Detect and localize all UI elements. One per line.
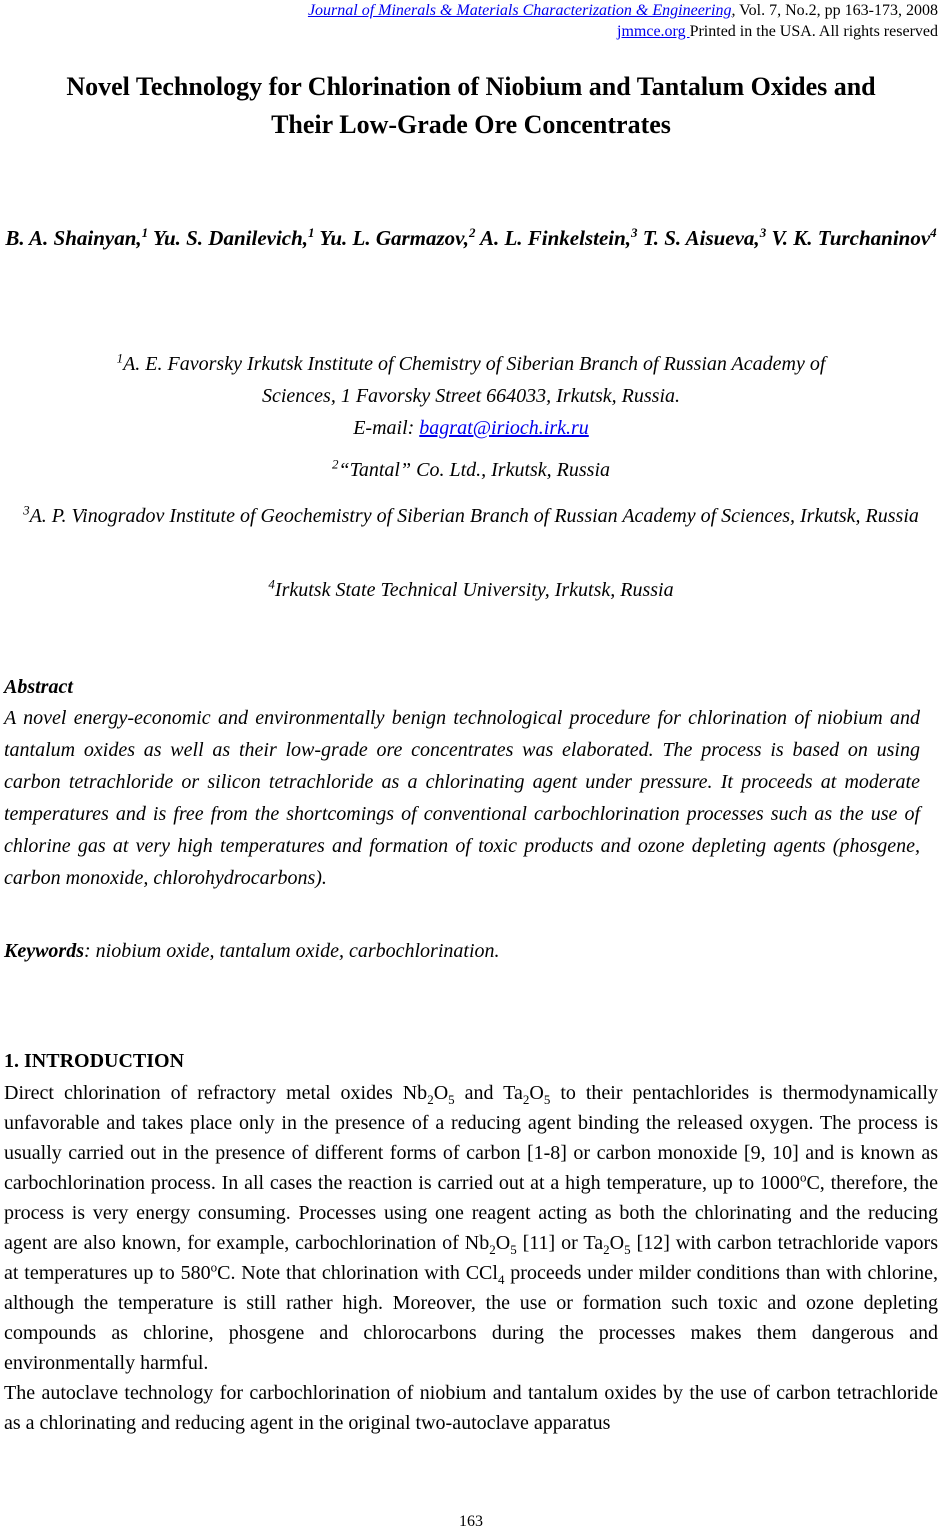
keywords — [4, 935, 500, 967]
section-heading-introduction: 1. INTRODUCTION — [4, 1050, 185, 1072]
affiliation-2: $^2$“Tantal” Co. Ltd., Irkutsk, Russia — [331, 456, 611, 481]
introduction-body — [4, 1078, 938, 1438]
author-5: T. S. Aisueva,$^3$ — [637, 225, 767, 250]
intro-paragraph-1: Direct chlorination of refractory metal oxides $Nb_2O_5$ and $Ta_2O_5$ to their pentachlorides is thermodynamically unfavorable and takes place only in the presence of a reducing agent binding the released oxygen. The process is usually carried out in the presence of different forms of carbon [1-8] or carbon monoxide [9, 10] and is known as carbochlorination process. In all cases the reaction is carried out at a high temperature, up to 1000$^o$C, therefore, the process is very energy consuming. Processes using one reagent acting as both the chlorinating and the reducing agent are also known, for example, carbochlorination of $Nb_2O_5$ [11] or $Ta_2O_5$ [12] with carbon tetrachloride vapors at temperatures up to 580$^o$C. Note that chlorination with CCl$_4$ proceeds under milder conditions than with chlorine, although the temperature is still rather high. Moreover, the use or formation such toxic and ozone depleting compounds as chlorine, phosgene and chlorocarbons during the processes makes them dangerous and environmentally harmful. — [4, 1082, 939, 1374]
journal-site-link[interactable]: jmmce.org — [617, 23, 690, 40]
author-6: V. K. Turchaninov$^4$ — [766, 225, 937, 250]
email-link[interactable]: bagrat@irioch.irk.ru — [419, 417, 589, 439]
intro-paragraph-2: The autoclave technology for carbochlorination of niobium and tantalum oxides by the use of carbon tetrachloride as a chlorinating and reducing agent in the original two-autoclave apparatus — [4, 1382, 938, 1434]
author-4: A. L. Finkelstein,$^3$ — [475, 225, 638, 250]
abstract-text: A novel energy-economic and environmentally benign technological procedure for chlorination of niobium and tantalum oxides as well as their low-grade ore concentrates was elaborated. The process is based on using carbon tetrachloride or silicon tetrachloride as a chlorinating agent under pressure. It proceeds at moderate temperatures and is free from the shortcomings of conventional carbochlorination processes such as the use of chlorine gas at very high temperatures and formation of toxic products and ozone depleting agents (phosgene, carbon monoxide, chlorohydrocarbons). — [4, 707, 920, 889]
journal-site-line — [617, 21, 938, 42]
affiliation-3: $^3$A. P. Vinogradov Institute of Geochemistry of Siberian Branch of Russian Academy of Sciences, Irkutsk, Russia — [23, 502, 919, 527]
title-line-2: Their Low-Grade Ore Concentrates — [271, 110, 671, 139]
author-list — [0, 222, 942, 254]
page-number: 163 — [459, 1513, 483, 1530]
journal-name-link[interactable]: Journal of Minerals & Materials Characterization & Engineering — [307, 2, 732, 19]
journal-header — [308, 0, 938, 21]
keywords-label: Keywords — [4, 940, 84, 962]
abstract-heading: Abstract — [4, 676, 73, 698]
affiliation-1: $^1$A. E. Favorsky Irkutsk Institute of Chemistry of Siberian Branch of Russian Academy of Sciences, 1 Favorsky Street 664033, Irkutsk, Russia. E-mail: bagrat@irioch.irk.ru — [116, 350, 826, 439]
paper-title — [0, 68, 942, 144]
journal-details: , Vol. 7, No.2, pp 163-173, 2008 — [731, 2, 938, 19]
keywords-text: : niobium oxide, tantalum oxide, carbochlorination. — [84, 940, 500, 962]
author-3: Yu. L. Garmazov,$^2$ — [314, 225, 476, 250]
author-1: B. A. Shainyan,$^1$ — [5, 225, 149, 250]
rights-text: Printed in the USA. All rights reserved — [689, 23, 938, 40]
affiliation-4: $^4$Irkutsk State Technical University, Irkutsk, Russia — [268, 576, 674, 601]
author-2: Yu. S. Danilevich,$^1$ — [148, 225, 315, 250]
title-line-1: Novel Technology for Chlorination of Niobium and Tantalum Oxides and — [66, 72, 876, 101]
